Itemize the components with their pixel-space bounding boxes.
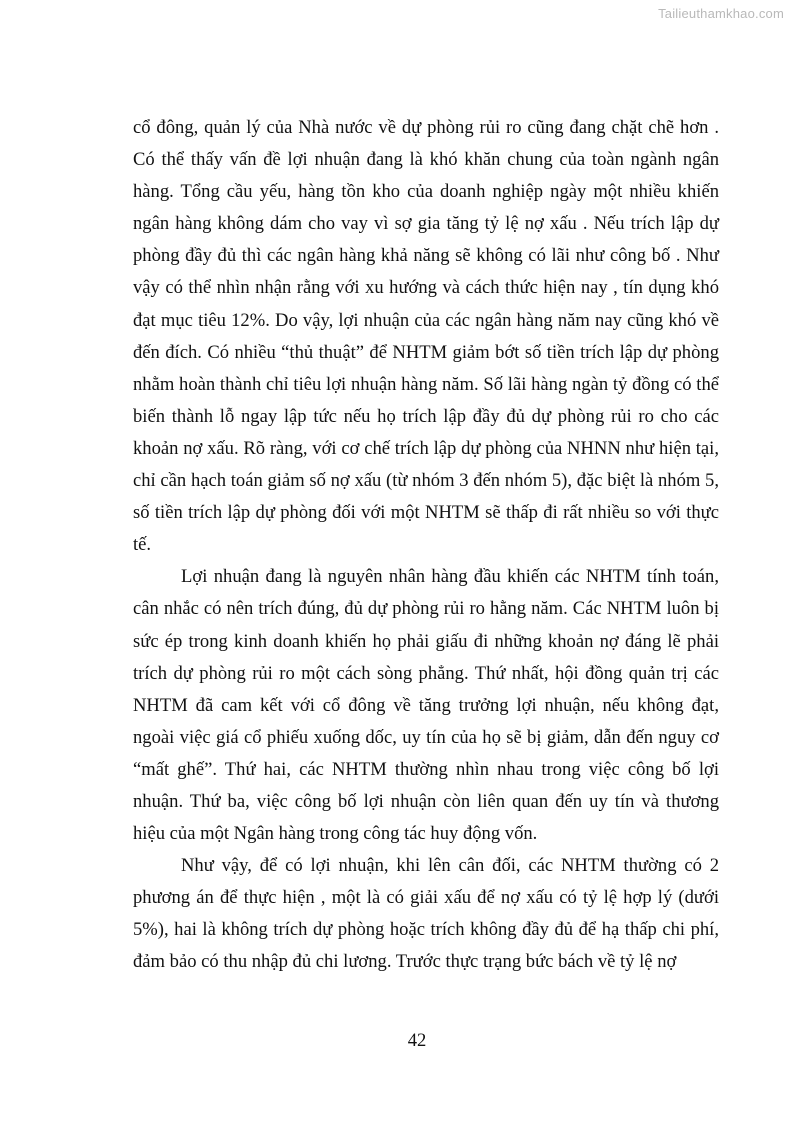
paragraph-options: Như vậy, để có lợi nhuận, khi lên cân đối, các NHTM thường có 2 phương án để thực hiện , một là có giải xấu để nợ xấu có tỷ lệ hợp lý (dưới 5%), hai là không trích dự phòng hoặc trích không đầy đủ để hạ thấp chi phí, đảm bảo có thu nhập đủ chi lương. Trước thực trạng bức bách về tỷ lệ nợ <box>133 855 719 973</box>
watermark-text: Tailieuthamkhao.com <box>658 6 784 21</box>
paragraph-profit-pressure: Lợi nhuận đang là nguyên nhân hàng đầu khiến các NHTM tính toán, cân nhắc có nên trích đúng, đủ dự phòng rủi ro hằng năm. Các NHTM luôn bị sức ép trong kinh doanh khiến họ phải giấu đi những khoản nợ đáng lẽ phải trích dự phòng rủi ro một cách sòng phẳng. Thứ nhất, hội đồng quản trị các NHTM đã cam kết với cổ đông về tăng trưởng lợi nhuận, nếu không đạt, ngoài việc giá cổ phiếu xuống dốc, uy tín của họ sẽ bị giảm, dẫn đến nguy cơ “mất ghế”. Thứ hai, các NHTM thường nhìn nhau trong việc công bố lợi nhuận. Thứ ba, việc công bố lợi nhuận còn liên quan đến uy tín và thương hiệu của một Ngân hàng trong công tác huy động vốn. <box>133 566 719 845</box>
document-body <box>133 112 719 979</box>
page-number: 42 <box>407 1030 427 1051</box>
paragraph-continuation: cổ đông, quản lý của Nhà nước về dự phòng rủi ro cũng đang chặt chẽ hơn . Có thể thấy vấn đề lợi nhuận đang là khó khăn chung của toàn ngành ngân hàng. Tổng cầu yếu, hàng tồn kho của doanh nghiệp ngày một nhiều khiến ngân hàng không dám cho vay vì sợ gia tăng tỷ lệ nợ xấu . Nếu trích lập dự phòng đầy đủ thì các ngân hàng khả năng sẽ không có lãi như công bố . Như vậy có thể nhìn nhận rằng với xu hướng và cách thức hiện nay , tín dụng khó đạt mục tiêu 12%. Do vậy, lợi nhuận của các ngân hàng năm nay cũng khó về đến đích. Có nhiều “thủ thuật” để NHTM giảm bớt số tiền trích lập dự phòng nhằm hoàn thành chỉ tiêu lợi nhuận hàng năm. Số lãi hàng ngàn tỷ đồng có thể biến thành lỗ ngay lập tức nếu họ trích lập đầy đủ dự phòng rủi ro cho các khoản nợ xấu. Rõ ràng, với cơ chế trích lập dự phòng của NHNN như hiện tại, chỉ cần hạch toán giảm số nợ xấu (từ nhóm 3 đến nhóm 5), đặc biệt là nhóm 5, số tiền trích lập dự phòng đối với một NHTM sẽ thấp đi rất nhiều so với thực tế. <box>133 117 719 556</box>
